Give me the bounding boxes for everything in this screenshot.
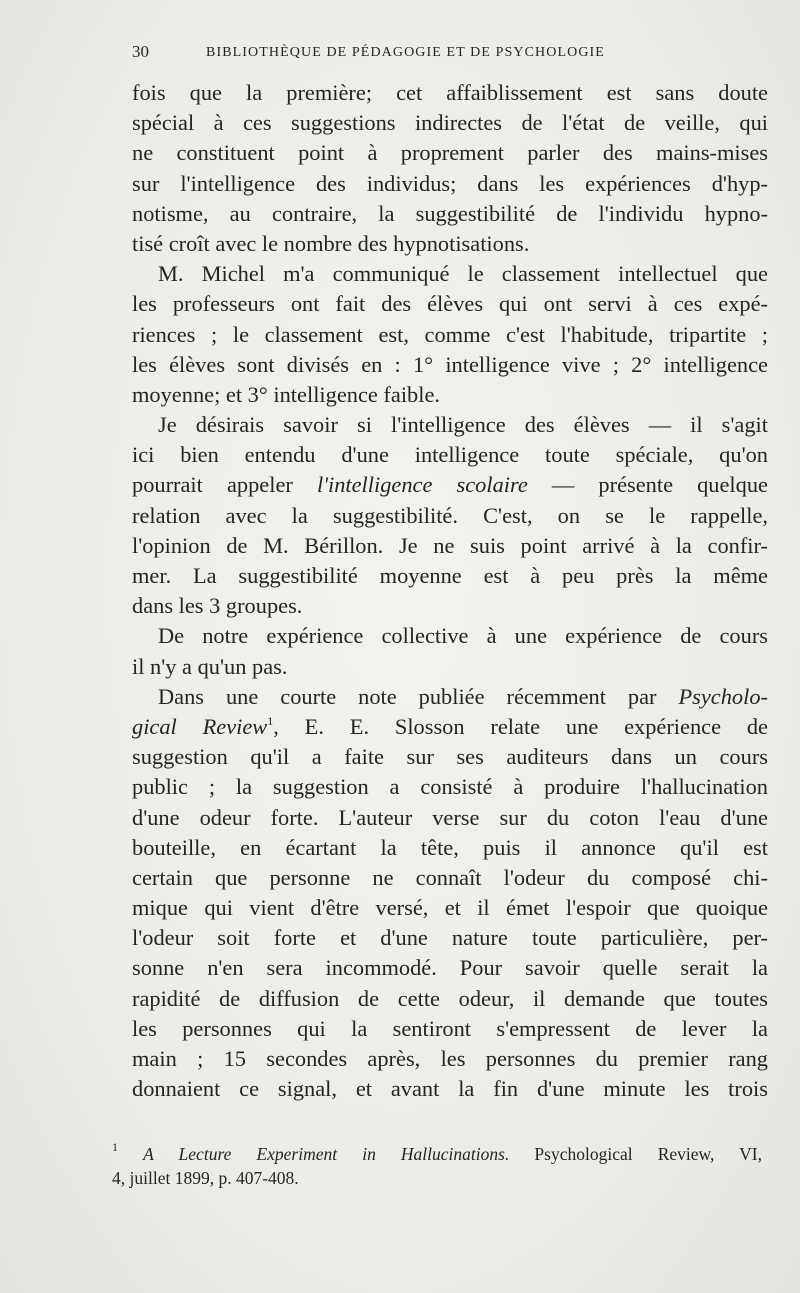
text-line: relation avec la suggestibilité. C'est, on se le rappelle, — [132, 502, 768, 528]
text-run: — présente quelque — [527, 472, 768, 498]
running-title: BIBLIOTHÈQUE DE PÉDAGOGIE ET DE PSYCHOLOGIE — [206, 45, 605, 60]
text-line: suggestion qu'il a faite sur ses auditeurs dans un cours — [132, 744, 768, 770]
text-run: , E. E. Slosson relate une expérience de — [273, 713, 768, 739]
text-line — [132, 682, 768, 712]
text-run: pourrait appeler — [132, 472, 317, 498]
text-line: ne constituent point à proprement parler des mains-mises — [132, 140, 768, 166]
running-head — [132, 42, 710, 66]
text-line: notisme, au contraire, la suggestibilité de l'individu hypno- — [132, 200, 768, 226]
text-line: l'opinion de M. Bérillon. Je ne suis point arrivé à la confir- — [132, 532, 768, 558]
text-line: certain que personne ne connaît l'odeur du composé chi- — [132, 864, 768, 890]
journal-title: Psycholo- — [678, 683, 768, 709]
text-line: main ; 15 secondes après, les personnes du premier rang — [132, 1046, 768, 1071]
text-line: les professeurs ont fait des élèves qui ont servi à ces expé- — [132, 291, 768, 317]
footnote-title: A Lecture Experiment in Hallucinations. — [143, 1144, 510, 1164]
text-line: donnaient ce signal, et avant la fin d'une minute les trois — [132, 1076, 768, 1102]
footnote-reference[interactable]: 1 — [267, 713, 274, 728]
footnote — [112, 1142, 762, 1190]
footnote-line: 4, juillet 1899, p. 407-408. — [112, 1168, 299, 1188]
text-line: moyenne; et 3° intelligence faible. — [132, 381, 441, 407]
journal-title: gical Review — [132, 713, 268, 739]
text-line: Je désirais savoir si l'intelligence des élèves — il s'agit — [158, 412, 768, 438]
italic-term: l'intelligence scolaire — [316, 472, 528, 498]
text-line: sur l'intelligence des individus; dans les expériences d'hyp- — [132, 170, 768, 196]
text-line: riences ; le classement est, comme c'est l'habitude, tripartite ; — [132, 321, 768, 347]
text-line: public ; la suggestion a consisté à produire l'hallucination — [132, 774, 768, 800]
text-line: sonne n'en sera incommodé. Pour savoir quelle serait la — [132, 955, 768, 981]
footnote-line — [112, 1142, 762, 1166]
text-line: M. Michel m'a communiqué le classement intellectuel que — [158, 261, 768, 287]
text-line: De notre expérience collective à une expérience de cours — [158, 623, 768, 649]
text-line: d'une odeur forte. L'auteur verse sur du coton l'eau d'une — [132, 804, 768, 830]
text-line: spécial à ces suggestions indirectes de l'état de veille, qui — [132, 110, 768, 136]
text-line: ici bien entendu d'une intelligence toute spéciale, qu'on — [132, 442, 768, 468]
text-line: mer. La suggestibilité moyenne est à peu près la même — [132, 563, 768, 588]
text-line: il n'y a qu'un pas. — [132, 653, 288, 679]
text-line: rapidité de diffusion de cette odeur, il demande que toutes — [132, 985, 768, 1011]
text-line: l'odeur soit forte et d'une nature toute particulière, per- — [132, 925, 768, 951]
footnote-source: Psychological Review, VI, — [509, 1144, 763, 1164]
text-line: bouteille, en écartant la tête, puis il annonce qu'il est — [132, 834, 768, 860]
text-line: mique qui vient d'être versé, et il émet l'espoir que quoique — [132, 895, 768, 921]
text-line: dans les 3 groupes. — [132, 593, 303, 619]
text-run: Dans une courte note publiée récemment par — [158, 683, 679, 709]
text-line: tisé croît avec le nombre des hypnotisations. — [132, 230, 530, 256]
page-number: 30 — [132, 42, 149, 61]
text-line — [132, 712, 768, 742]
text-line — [132, 470, 768, 500]
body-text — [132, 78, 768, 1104]
text-line: les élèves sont divisés en : 1° intelligence vive ; 2° intelligence — [132, 351, 768, 377]
footnote-marker: 1 — [112, 1140, 118, 1154]
text-line: les personnes qui la sentiront s'empressent de lever la — [132, 1015, 768, 1041]
text-line: fois que la première; cet affaiblissement est sans doute — [132, 80, 768, 105]
